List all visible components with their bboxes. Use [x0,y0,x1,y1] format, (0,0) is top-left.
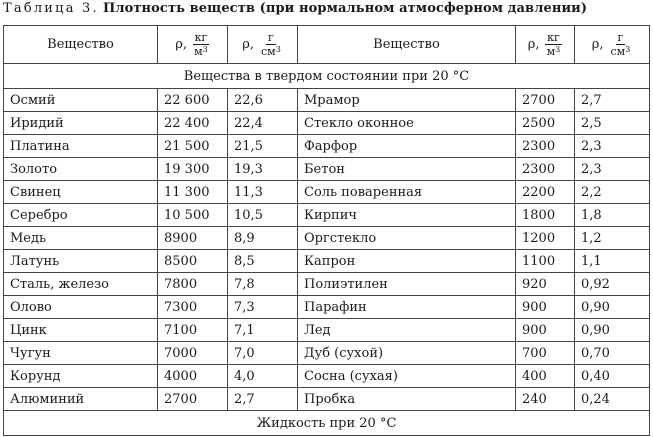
density-g-value: 11,3 [228,181,298,204]
density-kg-value: 22 600 [158,89,228,112]
substance-name: Осмий [4,89,158,112]
density-g-value: 19,3 [228,158,298,181]
density-g-value: 21,5 [228,135,298,158]
rho-symbol: ρ, [591,37,604,52]
unit-g-per-cm3: $\frac{г}{см^3}$ [260,31,281,58]
unit-kg-per-m3: $\frac{кг}{м^3}$ [194,31,208,58]
density-g-value: 1,2 [575,227,650,250]
density-g-value: 8,9 [228,227,298,250]
density-kg-value: 1100 [516,250,575,273]
substance-name: Фарфор [298,135,516,158]
table-row [4,296,650,319]
density-kg-value: 900 [516,319,575,342]
section-title-liquids: Жидкость при 20 °С [4,411,650,436]
header-substance-left: Вещество [4,26,158,64]
substance-name: Сталь, железо [4,273,158,296]
table-row [4,204,650,227]
table-row [4,365,650,388]
density-g-value: 0,24 [575,388,650,411]
density-g-value: 10,5 [228,204,298,227]
density-g-value: 0,92 [575,273,650,296]
table-number: Таблица 3. [3,1,99,16]
density-kg-value: 1200 [516,227,575,250]
density-kg-value: 2500 [516,112,575,135]
table-row [4,273,650,296]
density-g-value: 2,5 [575,112,650,135]
density-kg-value: 2700 [158,388,228,411]
table-row [4,250,650,273]
substance-name: Платина [4,135,158,158]
substance-name: Капрон [298,250,516,273]
table-row [4,89,650,112]
substance-name: Лед [298,319,516,342]
density-g-value: 0,90 [575,319,650,342]
density-kg-value: 4000 [158,365,228,388]
substance-name: Медь [4,227,158,250]
substance-name: Цинк [4,319,158,342]
section-row-liquids [4,411,650,436]
density-g-value: 22,4 [228,112,298,135]
substance-name: Олово [4,296,158,319]
density-g-value: 7,0 [228,342,298,365]
table-row [4,342,650,365]
substance-name: Алюминий [4,388,158,411]
density-g-value: 1,8 [575,204,650,227]
substance-name: Золото [4,158,158,181]
density-kg-value: 920 [516,273,575,296]
substance-name: Бетон [298,158,516,181]
density-g-value: 22,6 [228,89,298,112]
substance-name: Соль поваренная [298,181,516,204]
table-row [4,112,650,135]
rho-symbol: ρ, [242,37,254,52]
unit-g-per-cm3: $\frac{г}{см^3}$ [610,31,631,58]
density-kg-value: 19 300 [158,158,228,181]
substance-name: Дуб (сухой) [298,342,516,365]
density-kg-value: 2200 [516,181,575,204]
density-kg-value: 1800 [516,204,575,227]
density-g-value: 8,5 [228,250,298,273]
rho-symbol: ρ, [175,37,188,52]
density-kg-value: 21 500 [158,135,228,158]
substance-name: Чугун [4,342,158,365]
table-title: Плотность веществ (при нормальном атмосферном давлении) [102,1,588,16]
header-substance-right: Вещество [298,26,516,64]
table-row [4,227,650,250]
density-g-value: 2,7 [575,89,650,112]
density-g-value: 1,1 [575,250,650,273]
header-density-kg-right [516,26,575,64]
substance-name: Стекло оконное [298,112,516,135]
density-kg-value: 700 [516,342,575,365]
substance-name: Кирпич [298,204,516,227]
density-table [3,25,650,436]
table-row [4,158,650,181]
density-kg-value: 22 400 [158,112,228,135]
density-kg-value: 2300 [516,135,575,158]
table-footer-body [4,411,650,436]
unit-kg-per-m3: $\frac{кг}{м^3}$ [546,31,561,58]
substance-name: Сосна (сухая) [298,365,516,388]
substance-name: Свинец [4,181,158,204]
density-g-value: 0,40 [575,365,650,388]
density-kg-value: 11 300 [158,181,228,204]
density-g-value: 2,7 [228,388,298,411]
substance-name: Парафин [298,296,516,319]
table-row [4,181,650,204]
density-kg-value: 7800 [158,273,228,296]
density-kg-value: 240 [516,388,575,411]
substance-name: Латунь [4,250,158,273]
substance-name: Пробка [298,388,516,411]
substance-name: Иридий [4,112,158,135]
table-row [4,388,650,411]
table-body [4,64,650,411]
section-title-solids: Вещества в твердом состоянии при 20 °С [4,64,650,89]
density-g-value: 7,8 [228,273,298,296]
density-g-value: 0,70 [575,342,650,365]
header-density-g-right [575,26,650,64]
density-kg-value: 10 500 [158,204,228,227]
substance-name: Корунд [4,365,158,388]
density-g-value: 7,3 [228,296,298,319]
header-row [4,26,650,64]
density-kg-value: 400 [516,365,575,388]
substance-name: Оргстекло [298,227,516,250]
rho-symbol: ρ, [527,37,540,52]
substance-name: Полиэтилен [298,273,516,296]
density-kg-value: 7100 [158,319,228,342]
density-kg-value: 8500 [158,250,228,273]
density-g-value: 7,1 [228,319,298,342]
density-g-value: 0,90 [575,296,650,319]
table-row [4,135,650,158]
header-density-g-left [228,26,298,64]
density-g-value: 2,2 [575,181,650,204]
density-kg-value: 900 [516,296,575,319]
density-kg-value: 2300 [516,158,575,181]
table-caption [3,1,587,16]
density-g-value: 4,0 [228,365,298,388]
density-kg-value: 7000 [158,342,228,365]
substance-name: Серебро [4,204,158,227]
density-g-value: 2,3 [575,135,650,158]
density-kg-value: 2700 [516,89,575,112]
substance-name: Мрамор [298,89,516,112]
table-row [4,319,650,342]
density-kg-value: 8900 [158,227,228,250]
section-row-solids [4,64,650,89]
density-kg-value: 7300 [158,296,228,319]
density-g-value: 2,3 [575,158,650,181]
header-density-kg-left [158,26,228,64]
